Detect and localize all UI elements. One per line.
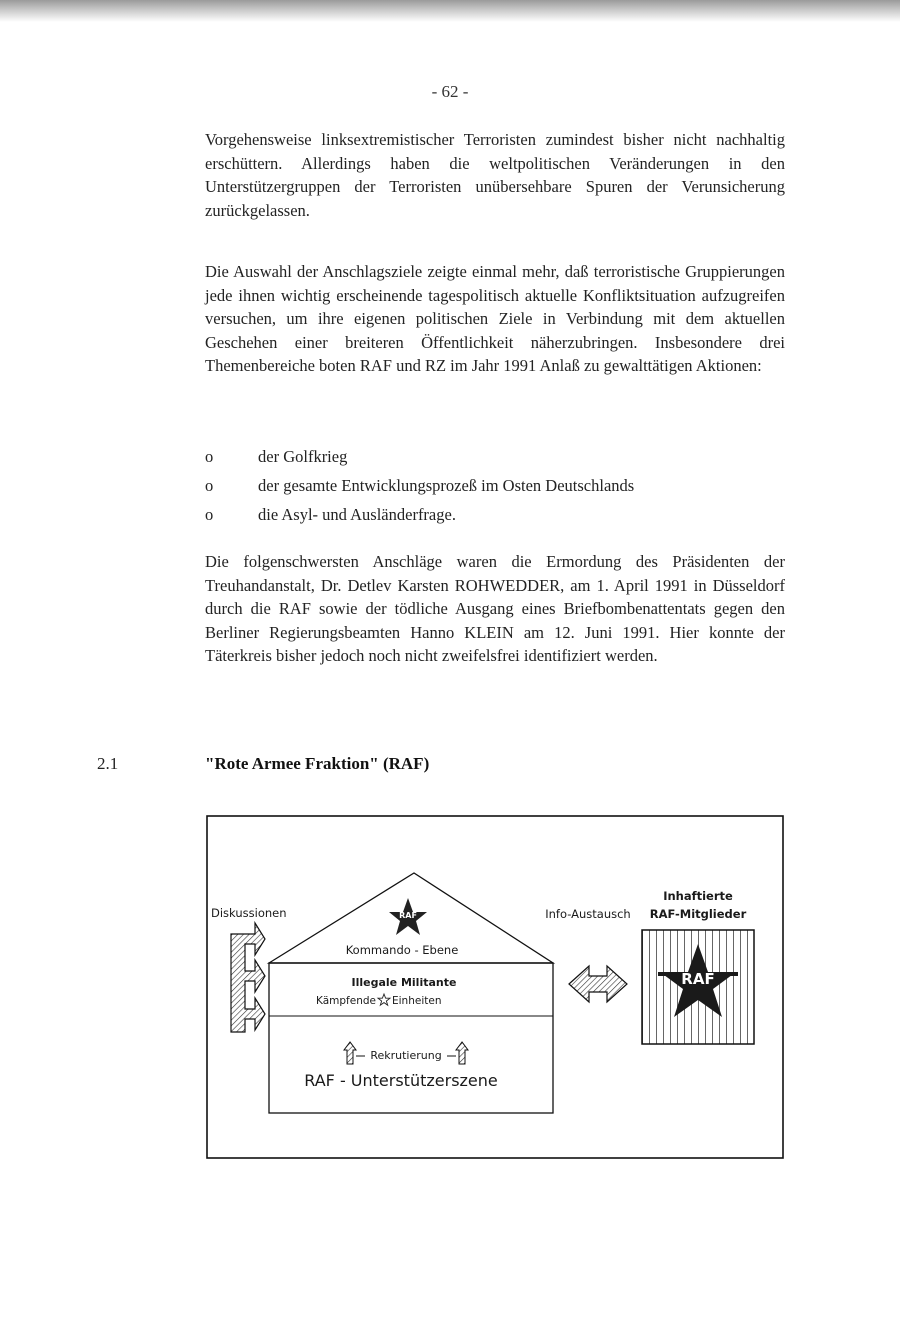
label-recruitment: Rekrutierung [370,1049,442,1062]
bullet-text: der Golfkrieg [258,447,348,466]
label-command-level: Kommando - Ebene [345,943,459,957]
bullet-marker: o [205,505,214,524]
label-units-right: Einheiten [392,995,442,1007]
label-discussions: Diskussionen [211,906,287,920]
bullet-list [205,442,785,529]
label-prisoners-2: RAF-Mitglieder [649,907,747,921]
paragraph-3: Die folgenschwersten Anschläge waren die Ermordung des Präsidenten der Treuhandanstalt, Dr. Detlev Karsten ROHWEDDER, am 1. April 1991 in Düsseldorf durch die RAF sowie der tödliche Ausgang eines Briefbombenattentats gegen den Berliner Regierungsbeamten Hanno KLEIN am 12. Juni 1991. Hier konnte der Täterkreis bisher jedoch noch nicht zweifelsfrei identifiziert werden. [205,552,785,666]
list-item [205,471,785,500]
paragraph-1: Vorgehensweise linksextremistischer Terroristen zumindest bisher nicht nachhaltig erschüttern. Allerdings haben die weltpolitischen Veränderungen in den Unterstützergruppen der Terroristen unübersehbare Spuren der Verunsicherung zurückgelassen. [205,130,785,220]
small-star-icon [378,994,390,1005]
raf-star-emblem-small [389,898,427,935]
raf-structure-diagram [205,814,785,1160]
up-arrow-icon-right [456,1042,468,1064]
label-support-scene: RAF - Unterstützerszene [304,1071,498,1090]
list-item [205,442,785,471]
double-arrow-icon [569,966,627,1002]
svg-text:RAF: RAF [681,970,715,988]
label-units-left: Kämpfende [316,995,376,1007]
bullet-marker: o [205,447,214,466]
label-info-exchange: Info-Austausch [545,907,631,921]
page-number: - 62 - [431,82,469,101]
paragraph-2: Die Auswahl der Anschlagsziele zeigte einmal mehr, daß terroristische Gruppierungen jede ihnen wichtig erscheinende tagespolitisch aktuelle Konfliktsituation aufzugreifen versuchen, um ihre eigenen politischen Ziele in Verbindung mit dem aktuellen Geschehen einer breiteren Öffentlichkeit näherzubringen. Insbesondere drei Themenbereiche boten RAF und RZ im Jahr 1991 Anlaß zu gewalttätigen Aktionen: [205,262,785,376]
bullet-marker: o [205,476,214,495]
bullet-text: die Asyl- und Ausländerfrage. [258,505,456,524]
bullet-text: der gesamte Entwicklungsprozeß im Osten Deutschlands [258,476,635,495]
list-item [205,500,785,529]
scan-top-shadow [0,0,900,22]
label-prisoners-1: Inhaftierte [663,889,733,903]
section-number: 2.1 [97,754,119,773]
svg-text:RAF: RAF [399,911,417,920]
label-illegal-militants: Illegale Militante [351,976,457,989]
section-title: "Rote Armee Fraktion" (RAF) [205,754,430,773]
discussion-arrows [231,923,265,1032]
up-arrow-icon-left [344,1042,356,1064]
